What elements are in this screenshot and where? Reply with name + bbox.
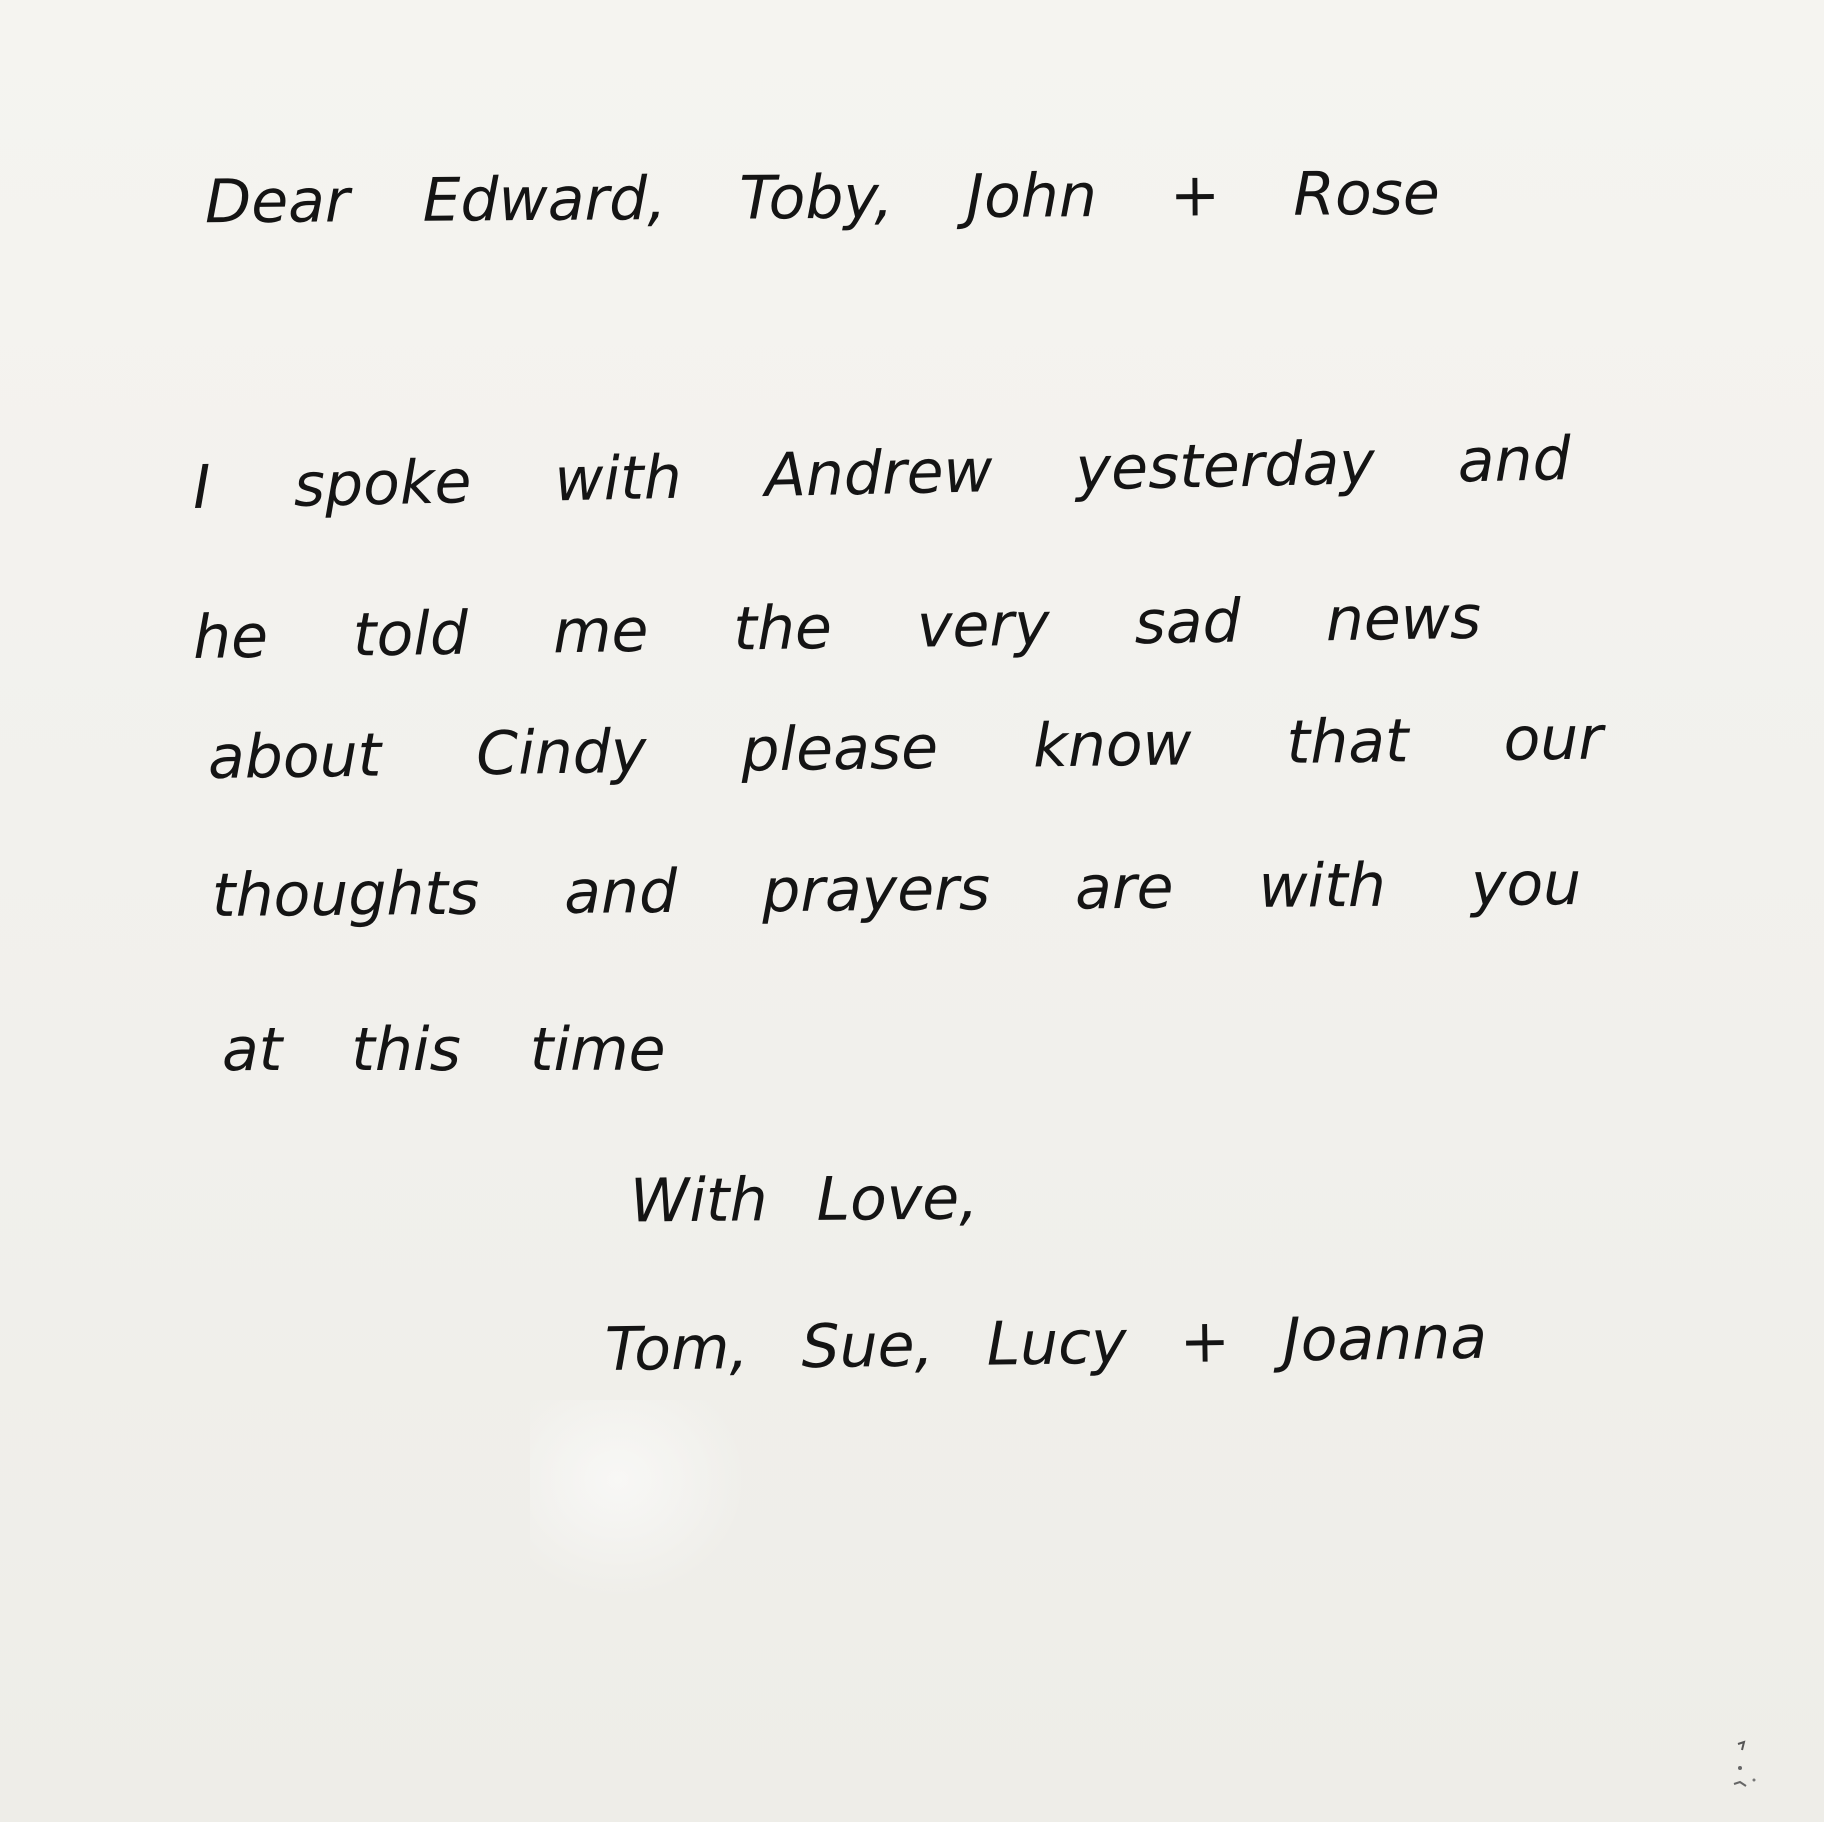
body-line-4: thoughts and prayers are with you <box>211 849 1582 931</box>
body-line-3: about Cindy please know that our <box>207 703 1604 793</box>
body-line-5: at this time <box>222 1015 666 1085</box>
body-line-1: I spoke with Andrew yesterday and <box>192 424 1572 523</box>
closing-line: With Love, <box>629 1163 979 1237</box>
body-line-2: he told me the very sad news <box>192 582 1482 673</box>
greeting-line: Dear Edward, Toby, John + Rose <box>204 158 1441 238</box>
ink-smudge-icon <box>1728 1738 1768 1794</box>
signature-line: Tom, Sue, Lucy + Joanna <box>604 1302 1488 1385</box>
paper-crease <box>530 1400 750 1600</box>
